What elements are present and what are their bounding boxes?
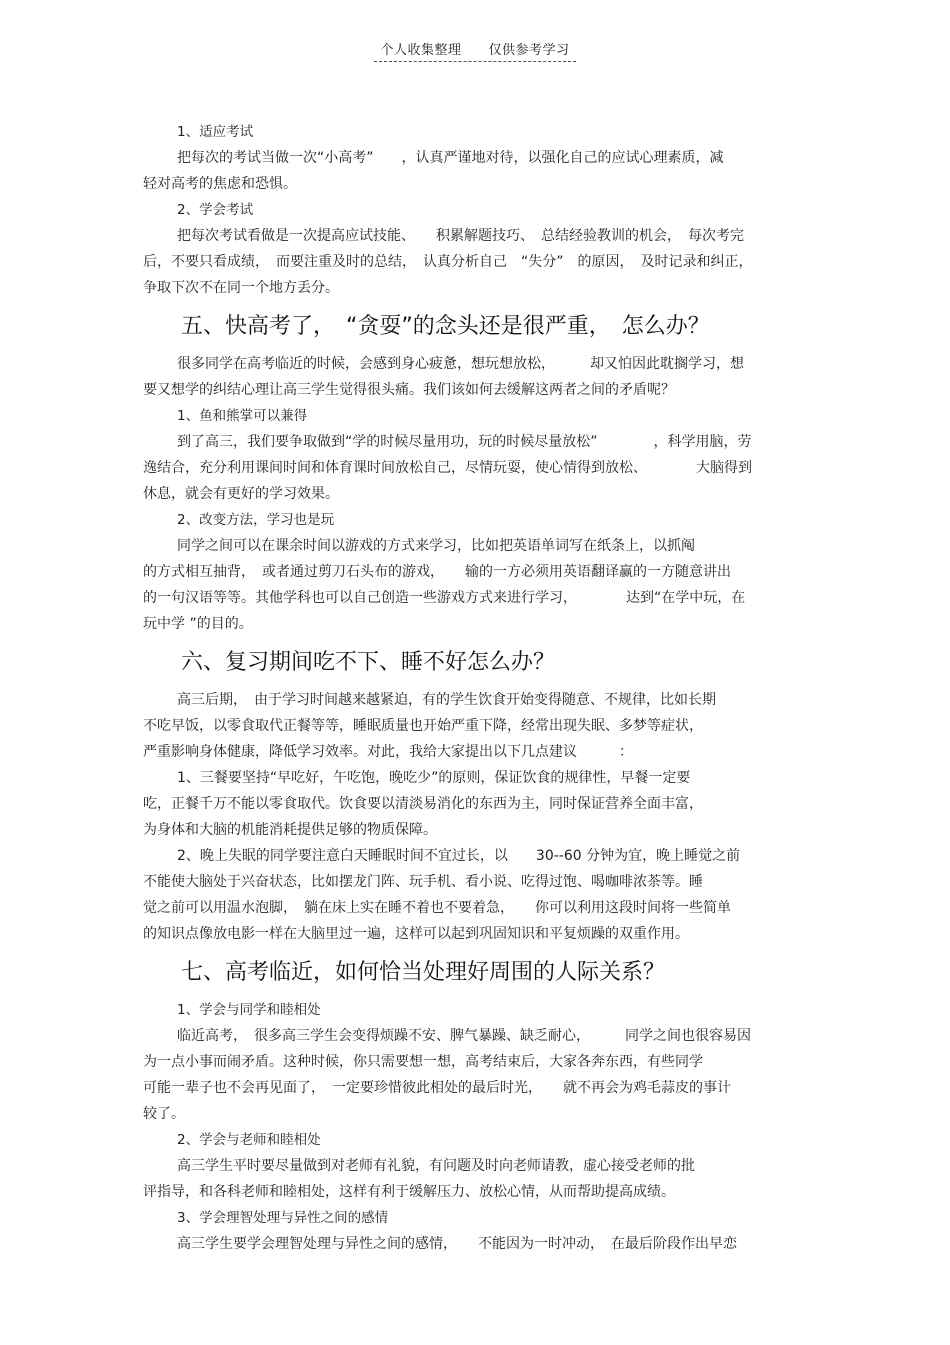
paragraph-line: 玩中学 ”的目的。	[143, 616, 253, 632]
paragraph-first-line: 高三学生平时要尽量做到对老师有礼貌，有问题及时向老师请教，虚心接受老师的批	[177, 1158, 695, 1174]
page-header	[0, 39, 950, 62]
paragraph-line: 评指导，和各科老师和睦相处，这样有利于缓解压力、放松心情，从而帮助提高成绩。	[143, 1184, 675, 1200]
paragraph-line: 的一句汉语等等。其他学科也可以自己创造一些游戏方式来进行学习， 达到“在学中玩，在	[143, 590, 746, 606]
paragraph-first-line: 把每次的考试当做一次“小高考” ，认真严谨地对待，以强化自己的应试心理素质，减	[177, 150, 724, 166]
paragraph-line: 后，不要只看成绩， 而要注重及时的总结， 认真分析自己 “失分” 的原因， 及时记录和纠正，	[143, 254, 753, 270]
paragraph-line: 要又想学的纠结心理让高三学生觉得很头痛。我们该如何去缓解这两者之间的矛盾呢？	[143, 382, 675, 398]
paragraph-first-line: 把每次考试看做是一次提高应试技能、 积累解题技巧、 总结经验教训的机会， 每次考完	[177, 228, 744, 244]
paragraph-line: 可能一辈子也不会再见面了， 一定要珍惜彼此相处的最后时光， 就不再会为鸡毛蒜皮的事计	[143, 1080, 731, 1096]
paragraph-line: 争取下次不在同一个地方丢分。	[143, 280, 339, 296]
paragraph-first-line: 高三后期， 由于学习时间越来越紧迫，有的学生饮食开始变得随意、不规律，比如长期	[177, 692, 716, 708]
paragraph-line: 轻对高考的焦虑和恐惧。	[143, 176, 297, 192]
subsection-title: 2、改变方法，学习也是玩	[177, 512, 335, 528]
paragraph-line: 不能使大脑处于兴奋状态，比如摆龙门阵、玩手机、看小说、吃得过饱、喝咖啡浓茶等。睡	[143, 874, 703, 890]
paragraph-first-line: 2、晚上失眠的同学要注意白天睡眠时间不宜过长，以 30--60 分钟为宜，晚上睡觉之前	[177, 848, 741, 864]
paragraph-line: 休息，就会有更好的学习效果。	[143, 486, 339, 502]
paragraph-first-line: 高三学生要学会理智处理与异性之间的感情， 不能因为一时冲动， 在最后阶段作出早恋	[177, 1236, 737, 1252]
subsection-title: 2、学会与老师和睦相处	[177, 1132, 321, 1148]
section-heading: 六、复习期间吃不下、睡不好怎么办？	[181, 650, 556, 675]
paragraph-first-line: 1、三餐要坚持“早吃好，午吃饱，晚吃少”的原则，保证饮食的规律性，早餐一定要	[177, 770, 691, 786]
paragraph-line: 较了。	[143, 1106, 185, 1122]
section-heading: 七、高考临近，如何恰当处理好周围的人际关系？	[181, 960, 666, 985]
subsection-title: 2、学会考试	[177, 202, 254, 218]
paragraph-first-line: 很多同学在高考临近的时候，会感到身心疲惫，想玩想放松， 却又怕因此耽搁学习，想	[177, 356, 744, 372]
subsection-title: 3、学会理智处理与异性之间的感情	[177, 1210, 389, 1226]
subsection-title: 1、适应考试	[177, 124, 254, 140]
subsection-title: 1、学会与同学和睦相处	[177, 1002, 321, 1018]
paragraph-line: 吃，正餐千万不能以零食取代。饮食要以清淡易消化的东西为主，同时保证营养全面丰富，	[143, 796, 703, 812]
paragraph-line: 为一点小事而闹矛盾。这种时候，你只需要想一想，高考结束后，大家各奔东西，有些同学	[143, 1054, 703, 1070]
paragraph-line: 觉之前可以用温水泡脚， 躺在床上实在睡不着也不要着急， 你可以利用这段时间将一些简单	[143, 900, 731, 916]
document-body	[143, 119, 803, 1257]
paragraph-first-line: 同学之间可以在课余时间以游戏的方式来学习，比如把英语单词写在纸条上，以抓阄	[177, 538, 695, 554]
paragraph-line: 的知识点像放电影一样在大脑里过一遍，这样可以起到巩固知识和平复烦躁的双重作用。	[143, 926, 689, 942]
subsection-title: 1、鱼和熊掌可以兼得	[177, 408, 308, 424]
paragraph-line: 不吃早饭，以零食取代正餐等等，睡眠质量也开始严重下降，经常出现失眠、多梦等症状，	[143, 718, 703, 734]
header-text: 个人收集整理 仅供参考学习	[374, 39, 575, 62]
paragraph-line: 严重影响身体健康，降低学习效率。对此，我给大家提出以下几点建议 ：	[143, 744, 633, 760]
section-heading: 五、快高考了， “贪耍”的念头还是很严重， 怎么办？	[181, 314, 710, 339]
paragraph-line: 为身体和大脑的机能消耗提供足够的物质保障。	[143, 822, 437, 838]
paragraph-first-line: 临近高考， 很多高三学生会变得烦躁不安、脾气暴躁、缺乏耐心， 同学之间也很容易因	[177, 1028, 751, 1044]
paragraph-line: 的方式相互抽背， 或者通过剪刀石头布的游戏， 输的一方必须用英语翻译赢的一方随意讲出	[143, 564, 731, 580]
paragraph-first-line: 到了高三，我们要争取做到“学的时候尽量用功，玩的时候尽量放松” ，科学用脑，劳	[177, 434, 752, 450]
paragraph-line: 逸结合，充分利用课间时间和体育课时间放松自己，尽情玩耍，使心情得到放松、 大脑得到	[143, 460, 752, 476]
